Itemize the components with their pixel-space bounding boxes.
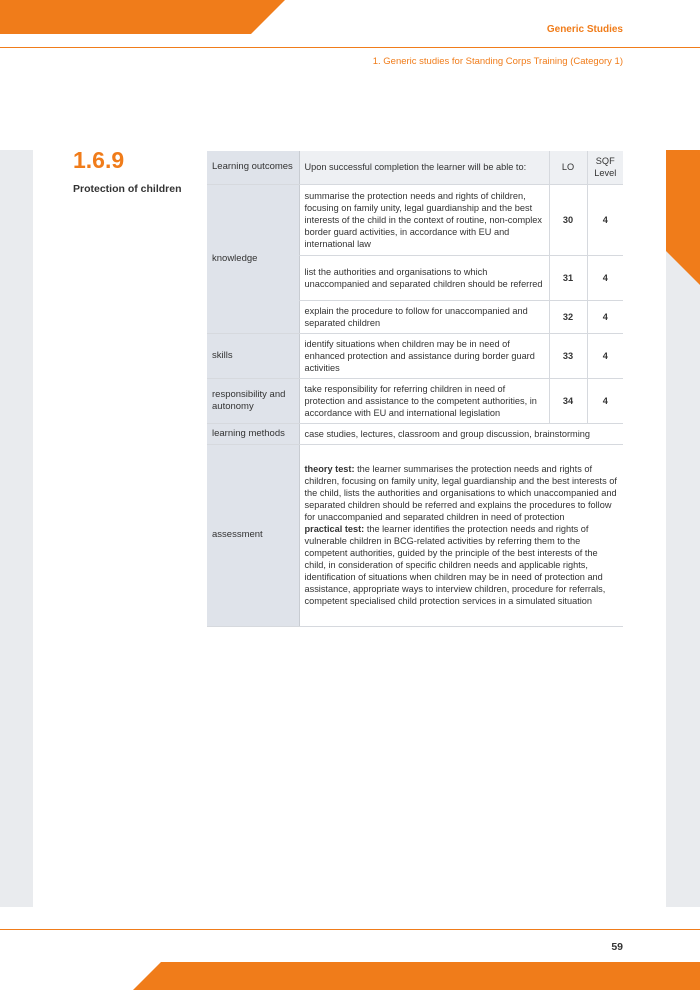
header-sqf-level: SQF Level xyxy=(587,151,623,184)
table-row xyxy=(207,333,623,378)
table-row xyxy=(207,444,623,626)
lo-number: 31 xyxy=(549,255,587,300)
lo-number: 30 xyxy=(549,184,587,255)
skills-label: skills xyxy=(207,333,299,378)
theory-test-text: the learner summarises the protection needs and rights of children, focusing on family unity, legal guardianship and the best interests of the child, lists the authorities and organisations to which unaccompanied and separated children should be referred and explains the procedures to follow for unaccompanied and separated children in need of protection xyxy=(304,464,617,522)
practical-test-label: practical test: xyxy=(304,524,365,534)
theory-test-label: theory test: xyxy=(304,464,355,474)
knowledge-label: knowledge xyxy=(207,184,299,333)
sqf-level: 4 xyxy=(587,184,623,255)
section-number: 1.6.9 xyxy=(73,147,125,173)
header-title: Generic Studies xyxy=(546,24,623,35)
responsibility-text: take responsibility for referring children in need of protection and assistance to the competent authorities, in accordance with EU and international legislation xyxy=(299,378,549,423)
assessment-text xyxy=(299,444,623,626)
left-margin-panel xyxy=(0,150,33,907)
sqf-level: 4 xyxy=(587,378,623,423)
responsibility-label: responsibility and autonomy xyxy=(207,378,299,423)
knowledge-text: list the authorities and organisations to which unaccompanied and separated children should be referred xyxy=(299,255,549,300)
header-subtitle: 1. Generic studies for Standing Corps Training (Category 1) xyxy=(372,56,623,67)
table-header-row xyxy=(207,151,623,184)
sqf-level: 4 xyxy=(587,300,623,333)
lo-number: 33 xyxy=(549,333,587,378)
top-accent-bar xyxy=(0,0,285,34)
section-title: Protection of children xyxy=(73,183,182,195)
lo-number: 34 xyxy=(549,378,587,423)
header-rule xyxy=(0,47,700,48)
lo-number: 32 xyxy=(549,300,587,333)
bottom-accent-bar xyxy=(133,962,700,990)
table-row xyxy=(207,423,623,444)
learning-methods-label: learning methods xyxy=(207,423,299,444)
skills-text: identify situations when children may be in need of enhanced protection and assistance during border guard activities xyxy=(299,333,549,378)
learning-outcomes-table xyxy=(207,151,623,627)
table-row xyxy=(207,184,623,255)
header-description: Upon successful completion the learner will be able to: xyxy=(299,151,549,184)
table-row xyxy=(207,378,623,423)
footer-rule xyxy=(0,929,700,930)
knowledge-text: summarise the protection needs and rights of children, focusing on family unity, legal guardianship and the best interests of the child in the context of routine, non-complex border guard activities, in accordance with EU and international law xyxy=(299,184,549,255)
practical-test-text: the learner identifies the protection needs and rights of vulnerable children in BCG-related activities by referring them to the competent authorities, guided by the principle of the best interests of the child, in consideration of specific children needs and applicable rights, identification of situations when children may be in need of protection and assistance, appropriate ways to interview children, procedure for referrals, competent specialised child protection services in a simulated situation xyxy=(304,524,606,606)
page-number: 59 xyxy=(611,941,623,953)
chapter-tab xyxy=(666,150,700,285)
sqf-level: 4 xyxy=(587,333,623,378)
learning-methods-text: case studies, lectures, classroom and group discussion, brainstorming xyxy=(299,423,623,444)
knowledge-text: explain the procedure to follow for unaccompanied and separated children xyxy=(299,300,549,333)
assessment-label: assessment xyxy=(207,444,299,626)
header-lo: LO xyxy=(549,151,587,184)
sqf-level: 4 xyxy=(587,255,623,300)
header-learning-outcomes: Learning outcomes xyxy=(207,151,299,184)
